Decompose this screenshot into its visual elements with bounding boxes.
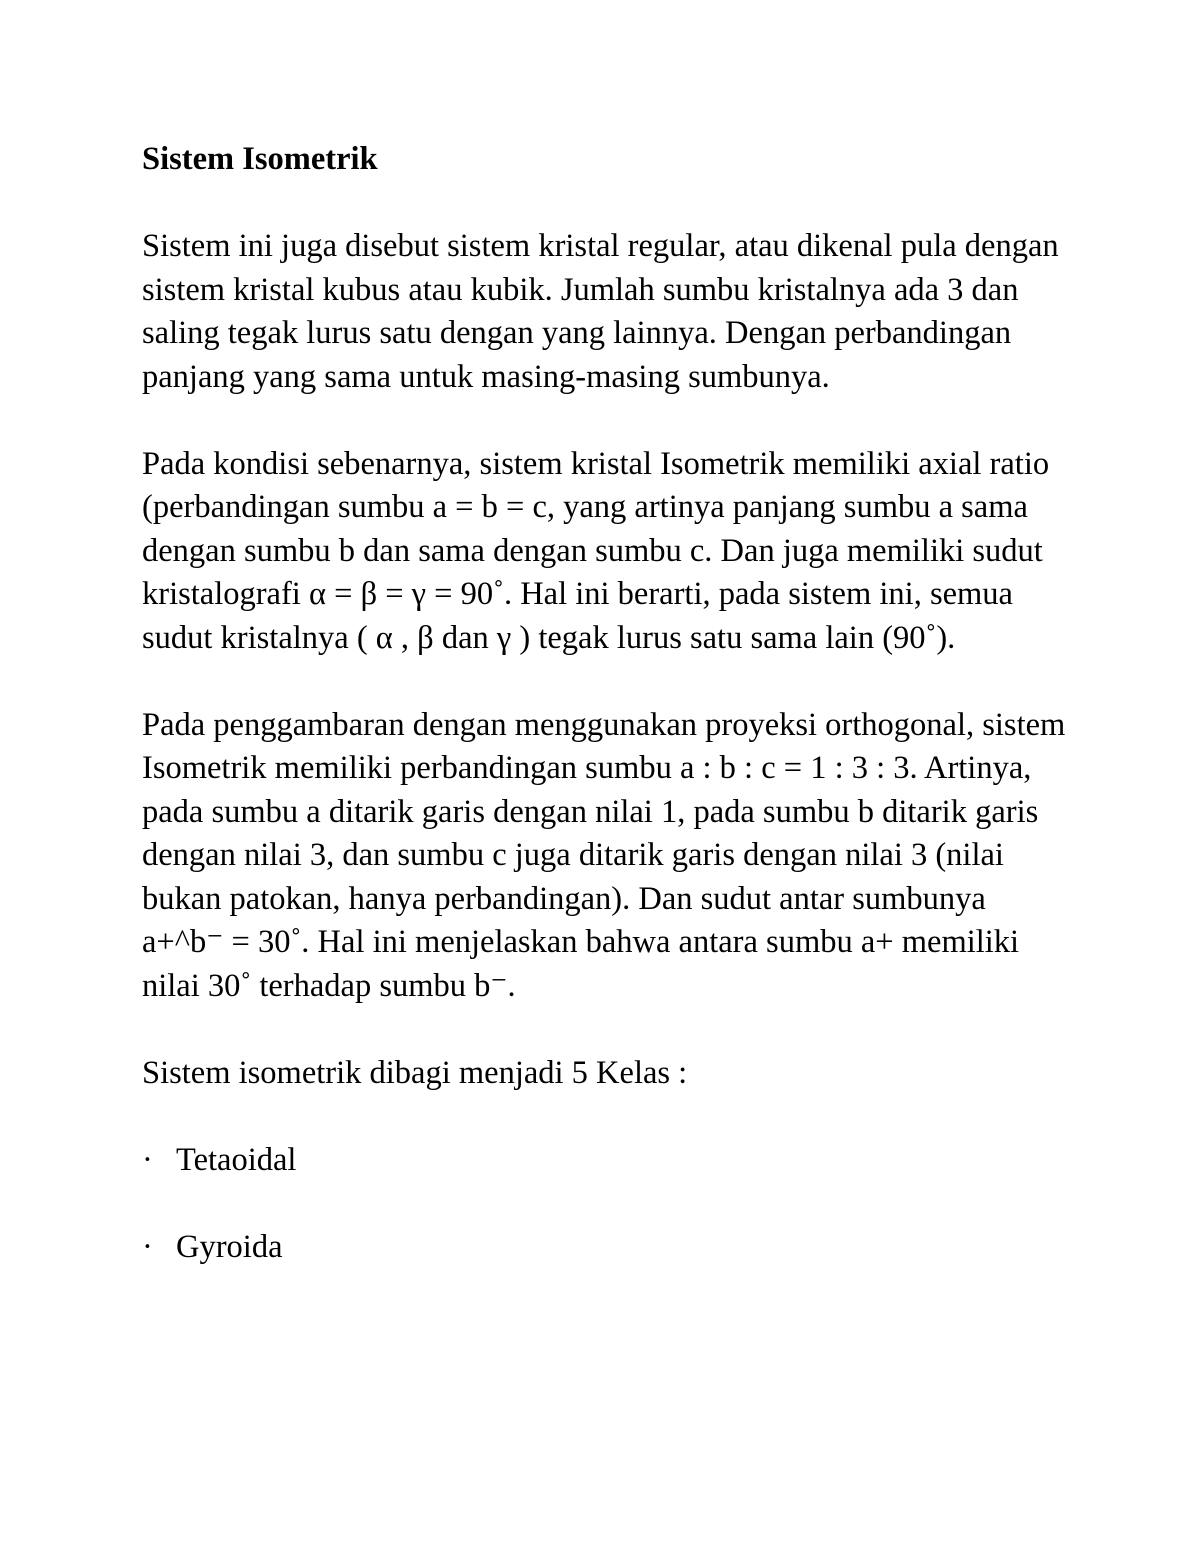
paragraph-axial-ratio: Pada kondisi sebenarnya, sistem kristal Isometrik memiliki axial ratio (perbandingan sumbu a = b = c, yang artinya panjang sumbu a sama dengan sumbu b dan sama dengan sumbu c. Dan juga memiliki sudut kristalografi α = β = γ = 90˚. Hal ini berarti, pada sistem ini, semua sudut kristalnya ( α , β dan γ ) tegak lurus satu sama lain (90˚). — [142, 445, 1050, 656]
document-body — [142, 138, 1067, 1313]
bullet-icon: · — [142, 1141, 153, 1178]
list-item — [142, 1226, 1067, 1270]
paragraph-projection: Pada penggambaran dengan menggunakan proyeksi orthogonal, sistem Isometrik memiliki perbandingan sumbu a : b : c = 1 : 3 : 3. Artinya, pada sumbu a ditarik garis dengan nilai 1, pada sumbu b ditarik garis dengan nilai 3, dan sumbu c juga ditarik garis dengan nilai 3 (nilai bukan patokan, hanya perbandingan). Dan sudut antar sumbunya a+^b⁻ = 30˚. Hal ini menjelaskan bahwa antara sumbu a+ memiliki nilai 30˚ terhadap sumbu b⁻. — [142, 706, 1066, 1004]
paragraph-intro: Sistem ini juga disebut sistem kristal regular, atau dikenal pula dengan sistem kristal kubus atau kubik. Jumlah sumbu kristalnya ada 3 dan saling tegak lurus satu dengan yang lainnya. Dengan perbandingan panjang yang sama untuk masing-masing sumbunya. — [142, 228, 1059, 395]
bullet-icon: · — [142, 1228, 153, 1265]
document-title: Sistem Isometrik — [142, 141, 378, 177]
list-item — [142, 1139, 1067, 1183]
list-item-label: Tetaoidal — [176, 1141, 297, 1178]
paragraph-classes: Sistem isometrik dibagi menjadi 5 Kelas : — [142, 1054, 688, 1091]
list-item-label: Gyroida — [176, 1228, 283, 1265]
